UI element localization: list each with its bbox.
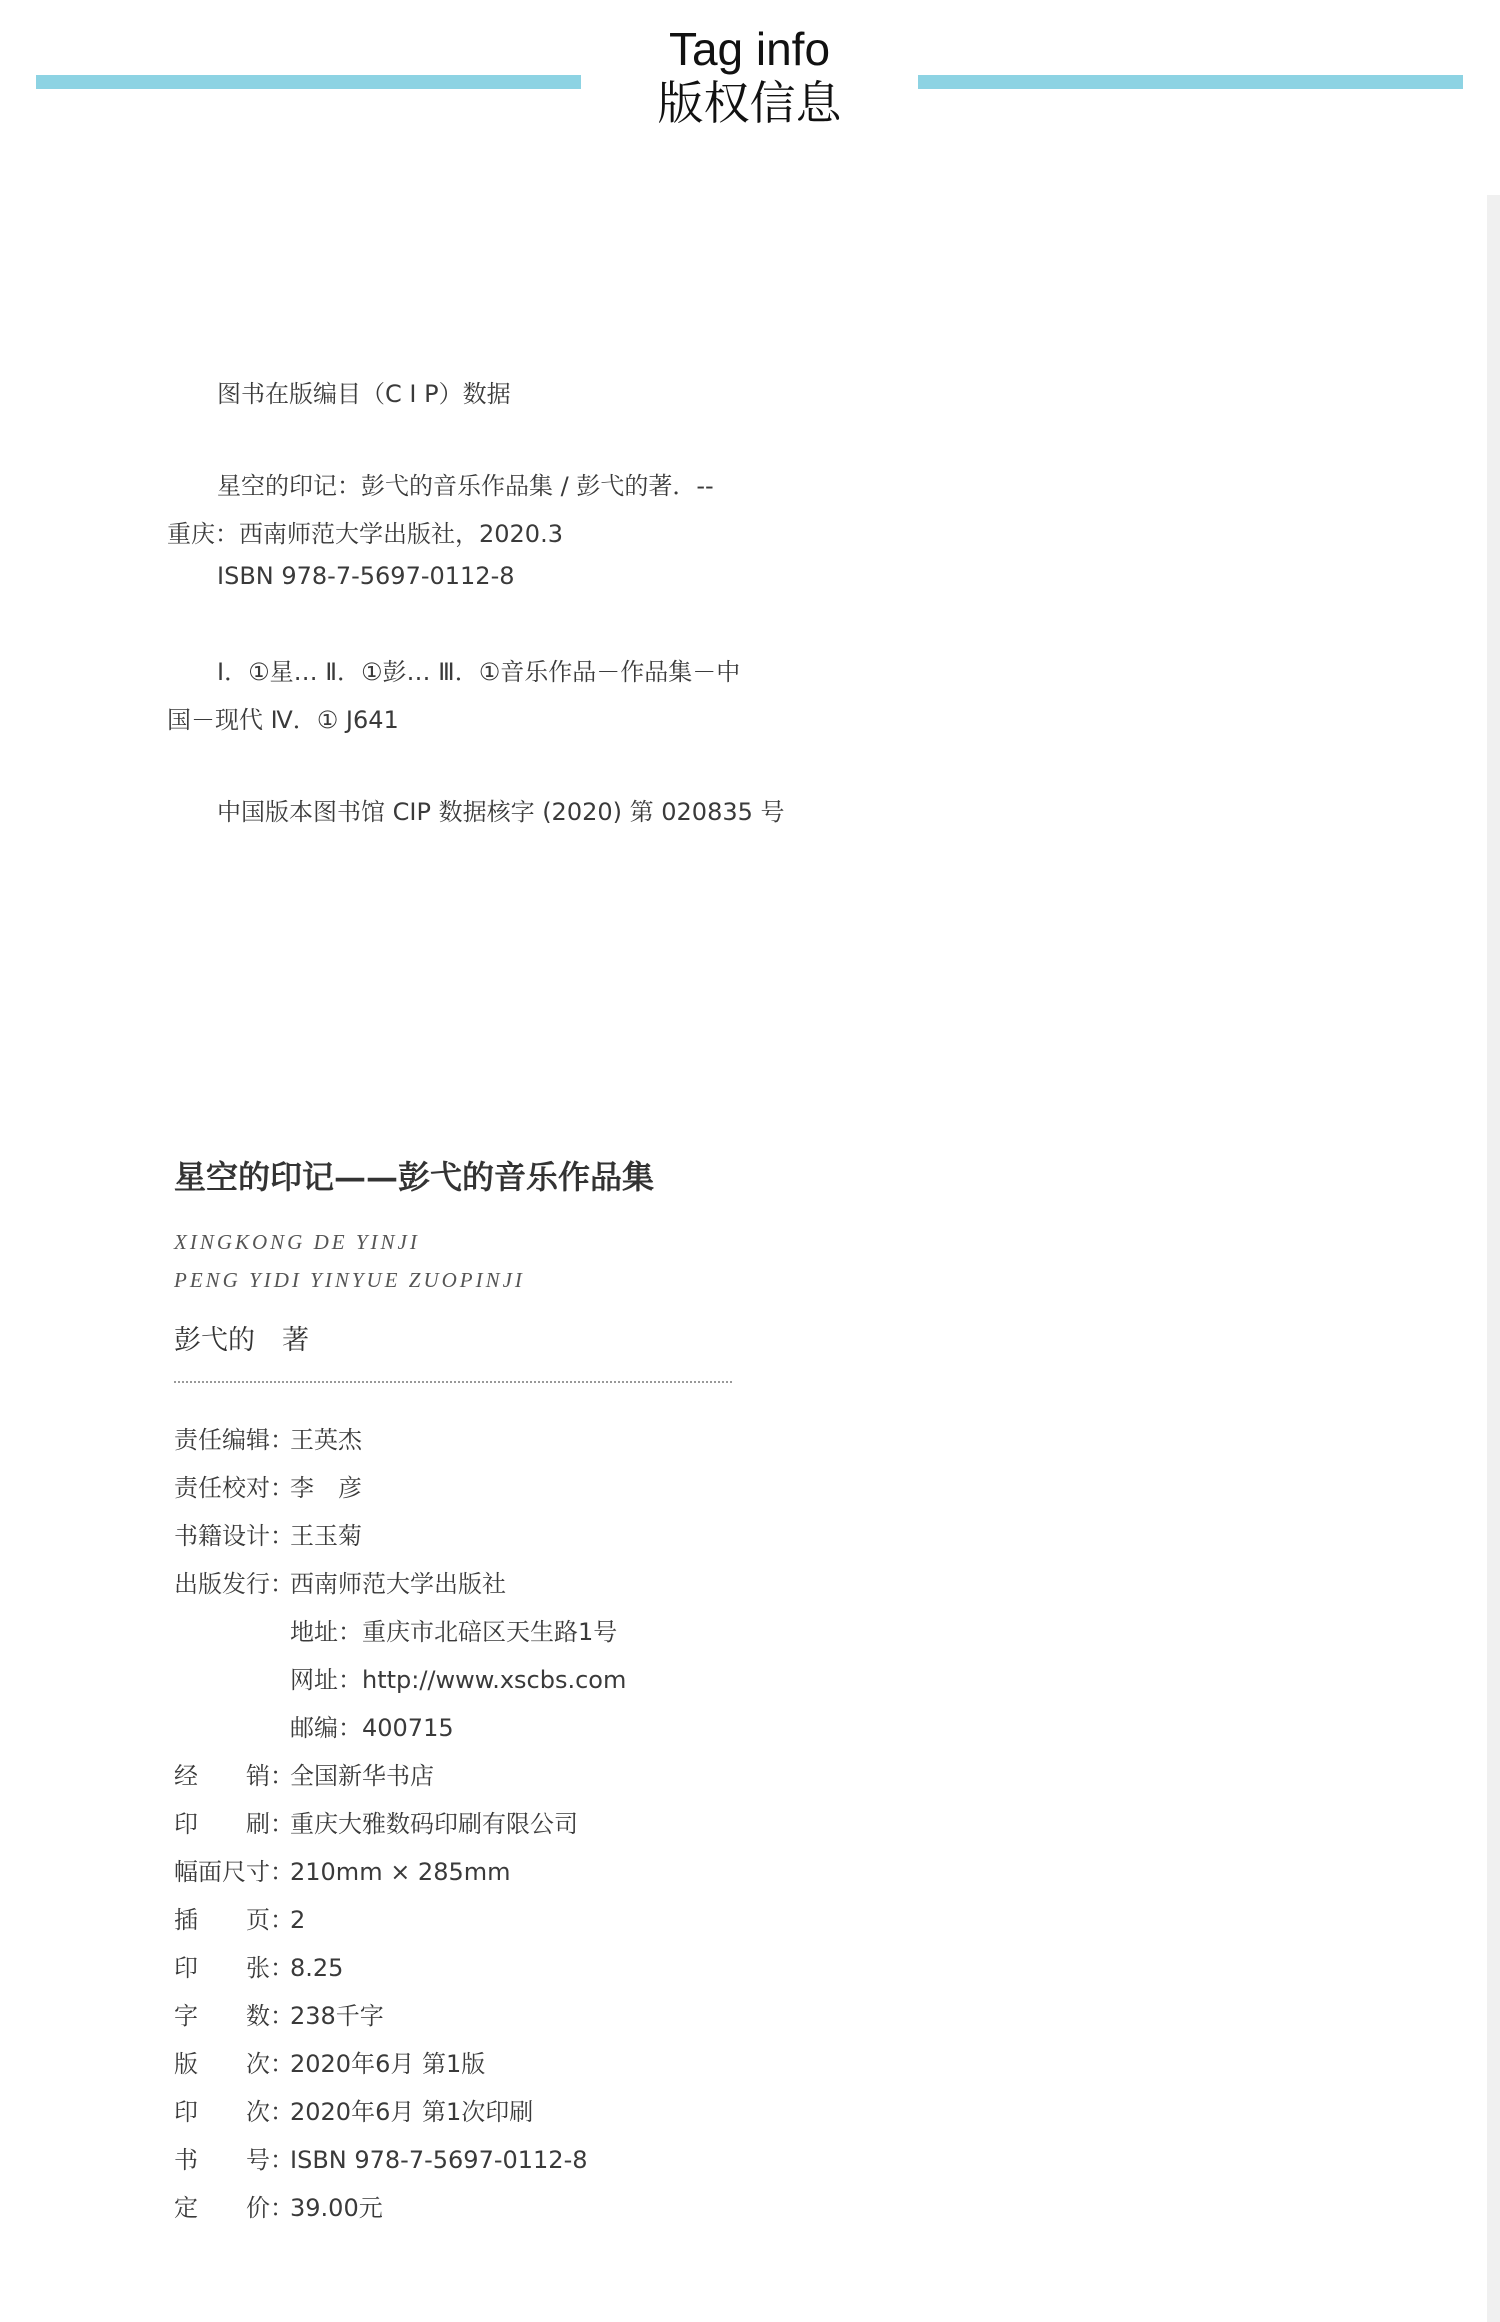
detail-value: 39.00元 xyxy=(290,2194,383,2222)
detail-value: 王玉菊 xyxy=(290,1522,362,1550)
book-title-pinyin-line2: PENG YIDI YINYUE ZUOPINJI xyxy=(174,1268,525,1292)
cip-classification-line2: 国－现代 Ⅳ．① J641 xyxy=(167,706,399,734)
detail-label: 责任编辑： xyxy=(174,1426,294,1454)
book-title: 星空的印记——彭弋的音乐作品集 xyxy=(174,1158,655,1196)
detail-value: 2 xyxy=(290,1906,306,1934)
detail-value: 8.25 xyxy=(290,1954,344,1982)
detail-row xyxy=(174,1952,343,1984)
detail-label: 定 价： xyxy=(174,2194,294,2222)
page-title xyxy=(581,22,918,130)
detail-label: 插 页： xyxy=(174,1906,294,1934)
detail-value: 210mm × 285mm xyxy=(290,1858,511,1886)
detail-row xyxy=(174,1520,362,1552)
detail-label: 版 次： xyxy=(174,2050,294,2078)
detail-row xyxy=(174,1760,434,1792)
detail-label: 书籍设计： xyxy=(174,1522,294,1550)
detail-value: 王英杰 xyxy=(290,1426,362,1454)
detail-row xyxy=(174,2096,533,2128)
detail-row xyxy=(174,1472,362,1504)
detail-row xyxy=(174,1424,362,1456)
cip-heading: 图书在版编目（C I P）数据 xyxy=(217,380,511,408)
detail-row xyxy=(174,2192,383,2224)
detail-row xyxy=(174,2000,384,2032)
page-title-zh: 版权信息 xyxy=(657,77,842,129)
detail-row-address xyxy=(174,1616,617,1648)
detail-row xyxy=(174,1904,305,1936)
header-accent-bar-left xyxy=(36,75,581,89)
detail-value: 西南师范大学出版社 xyxy=(290,1570,506,1598)
detail-label: 经 销： xyxy=(174,1762,294,1790)
detail-value: 邮编：400715 xyxy=(290,1714,454,1742)
detail-row-postcode xyxy=(174,1712,454,1744)
detail-row xyxy=(174,2048,485,2080)
detail-label: 幅面尺寸： xyxy=(174,1858,294,1886)
detail-row xyxy=(174,1856,511,1888)
detail-value: 网址：http://www.xscbs.com xyxy=(290,1666,627,1694)
detail-value: 地址：重庆市北碚区天生路1号 xyxy=(290,1618,618,1646)
detail-value: ISBN 978-7-5697-0112-8 xyxy=(290,2146,588,2174)
detail-row xyxy=(174,2144,588,2176)
detail-value: 李 彦 xyxy=(290,1474,362,1502)
detail-row xyxy=(174,1568,506,1600)
detail-label: 印 张： xyxy=(174,1954,294,1982)
detail-label: 出版发行： xyxy=(174,1570,294,1598)
divider xyxy=(174,1381,732,1383)
book-author: 彭弋的 著 xyxy=(174,1325,309,1356)
detail-value: 2020年6月 第1版 xyxy=(290,2050,486,2078)
detail-row xyxy=(174,1808,578,1840)
cip-classification-line1: Ⅰ．①星… Ⅱ．①彭… Ⅲ．①音乐作品－作品集－中 xyxy=(217,658,741,686)
cip-isbn: ISBN 978-7-5697-0112-8 xyxy=(217,562,515,590)
detail-label: 印 刷： xyxy=(174,1810,294,1838)
detail-label: 印 次： xyxy=(174,2098,294,2126)
cip-title-line1: 星空的印记：彭弋的音乐作品集 / 彭弋的著．-- xyxy=(217,472,714,500)
detail-value: 全国新华书店 xyxy=(290,1762,434,1790)
detail-row-website xyxy=(174,1664,626,1696)
book-title-pinyin-line1: XINGKONG DE YINJI xyxy=(174,1230,420,1254)
page-title-en: Tag info xyxy=(668,23,831,75)
header-accent-bar-right xyxy=(918,75,1463,89)
detail-value: 2020年6月 第1次印刷 xyxy=(290,2098,534,2126)
detail-label: 责任校对： xyxy=(174,1474,294,1502)
cip-title-line2: 重庆：西南师范大学出版社，2020.3 xyxy=(167,520,563,548)
detail-value: 重庆大雅数码印刷有限公司 xyxy=(290,1810,578,1838)
detail-label: 字 数： xyxy=(174,2002,294,2030)
scrollbar[interactable] xyxy=(1487,195,1500,2322)
cip-record-number: 中国版本图书馆 CIP 数据核字 (2020) 第 020835 号 xyxy=(217,798,785,826)
detail-value: 238千字 xyxy=(290,2002,384,2030)
detail-label: 书 号： xyxy=(174,2146,294,2174)
